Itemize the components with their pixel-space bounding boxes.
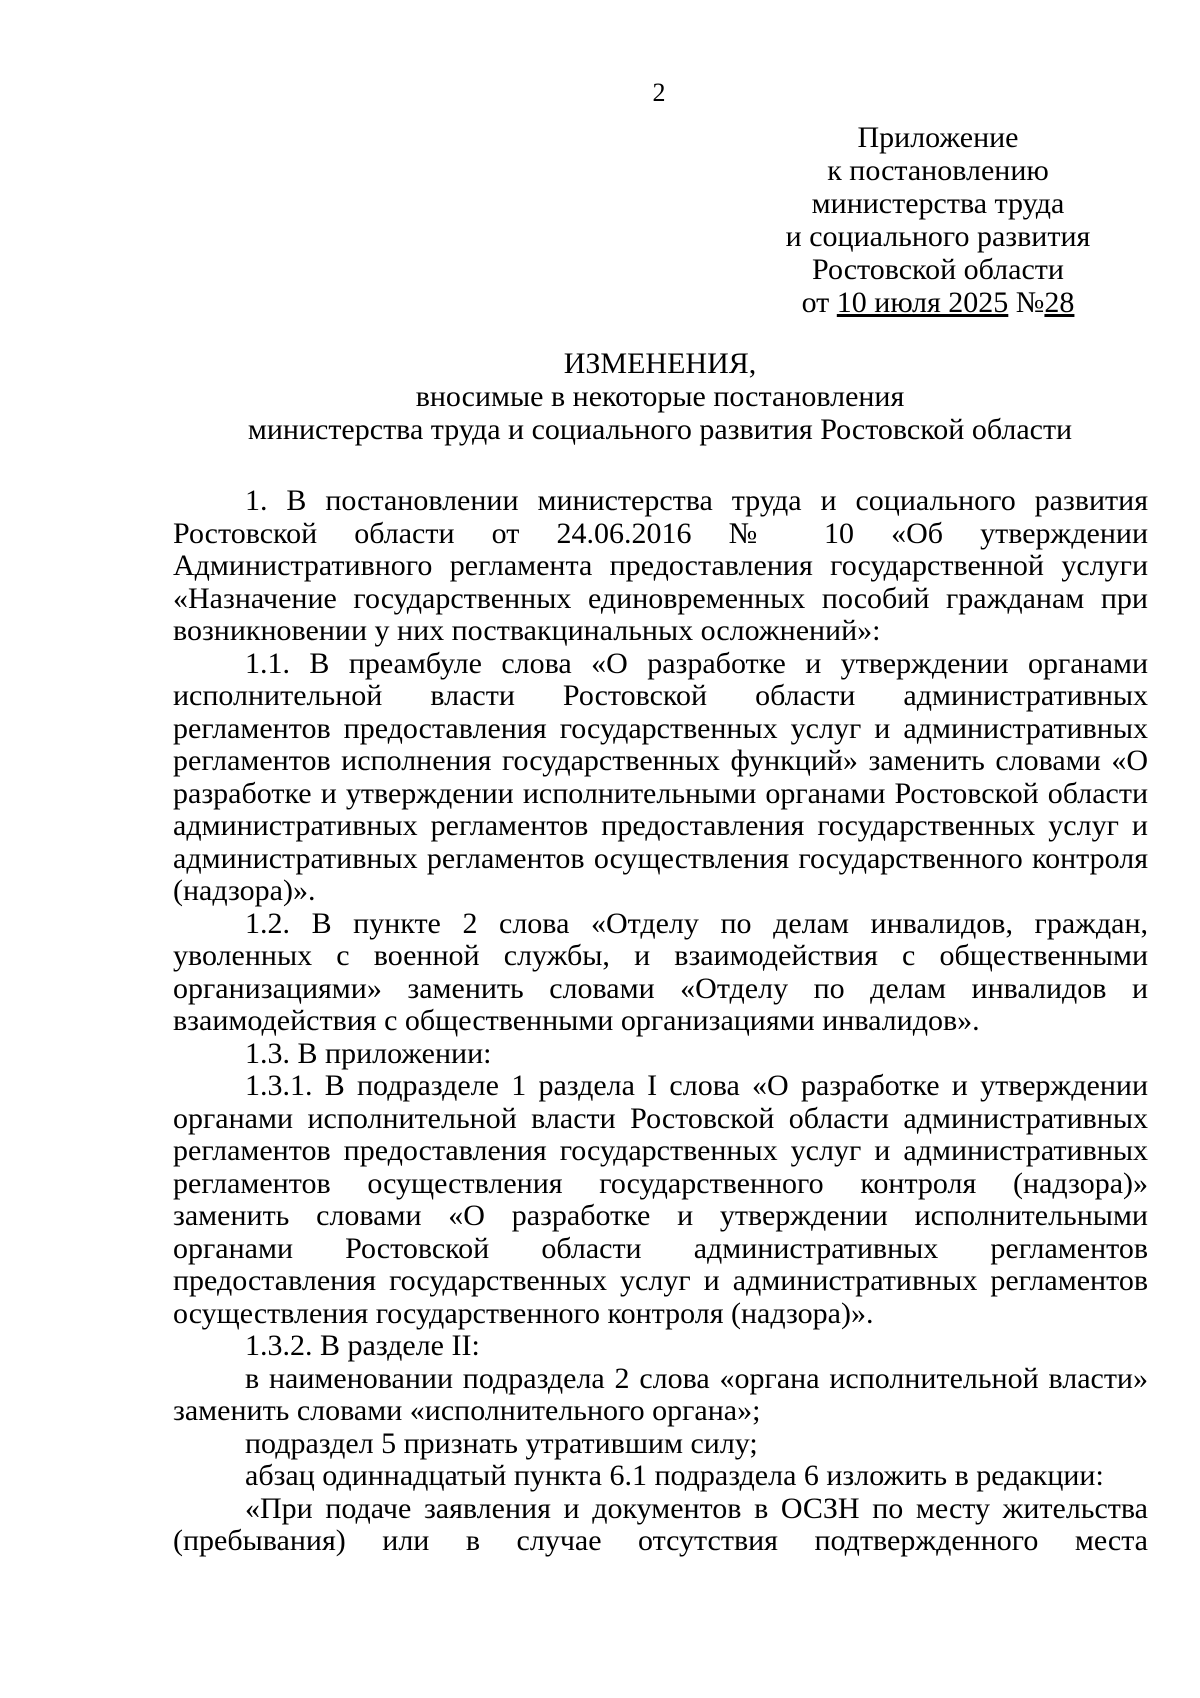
paragraph-1-3-2: 1.3.2. В разделе II:	[245, 1329, 480, 1362]
paragraph-quote: «При подаче заявления и документов в ОСЗН по месту жительства (пребывания) или в случае отсутствия подтвержденного места	[173, 1491, 1148, 1557]
appendix-title: Приложение	[857, 121, 1019, 154]
appendix-block	[758, 121, 1118, 319]
document-subtitle: вносимые в некоторые постановления	[415, 380, 905, 413]
paragraph-1: 1. В постановлении министерства труда и социального развития Ростовской области от 24.06.2016 № 10 «Об утверждении Административного регламента предоставления государственной услуги «Назначение государственных единовременных пособий гражданам при возникновении у них поствакцинальных осложнений»:	[173, 484, 1148, 647]
number-sign: №	[1008, 286, 1045, 319]
paragraph-1-1: 1.1. В преамбуле слова «О разработке и утверждении органами исполнительной власти Ростовской области административных регламентов предоставления государственных услуг и административных регламентов исполнения государственных функций» заменить словами «О разработке и утверждении исполнительными органами Ростовской области административных регламентов предоставления государственных услуг и административных регламентов осуществления государственного контроля (надзора)».	[173, 646, 1148, 907]
appendix-date-line	[758, 286, 1118, 319]
date-prefix: от	[801, 286, 837, 319]
appendix-line: Ростовской области	[812, 253, 1064, 286]
document-date: 10 июля 2025	[836, 286, 1009, 319]
document-heading	[170, 347, 1150, 446]
document-title: ИЗМЕНЕНИЯ,	[563, 347, 757, 380]
paragraph-clause-6-1: абзац одиннадцатый пункта 6.1 подраздела 6 изложить в редакции:	[245, 1459, 1104, 1492]
document-number: 28	[1044, 286, 1075, 319]
paragraph-1-3-1: 1.3.1. В подразделе 1 раздела I слова «О разработке и утверждении органами исполнительной власти Ростовской области административных регламентов предоставления государственных услуг и административных регламентов осуществления государственного контроля (надзора)» заменить словами «О разработке и утверждении исполнительными органами Ростовской области административных регламентов предоставления государственных услуг и административных регламентов осуществления государственного контроля (надзора)».	[173, 1069, 1148, 1330]
paragraph-subsection-2: в наименовании подраздела 2 слова «органа исполнительной власти» заменить словами «исполнительного органа»;	[173, 1361, 1148, 1427]
appendix-line: и социального развития	[785, 220, 1091, 253]
paragraph-subsection-5: подраздел 5 признать утратившим силу;	[245, 1426, 758, 1460]
appendix-line: к постановлению	[827, 154, 1049, 187]
paragraph-1-2: 1.2. В пункте 2 слова «Отделу по делам инвалидов, граждан, уволенных с военной службы, и взаимодействия с общественными организациями» заменить словами «Отделу по делам инвалидов и взаимодействия с общественными организациями инвалидов».	[173, 906, 1148, 1037]
appendix-line: министерства труда	[811, 187, 1065, 220]
document-subtitle: министерства труда и социального развития Ростовской области	[247, 413, 1073, 446]
document-body	[173, 485, 1148, 1558]
paragraph-1-3: 1.3. В приложении:	[245, 1036, 492, 1070]
page-number: 2	[652, 78, 666, 107]
